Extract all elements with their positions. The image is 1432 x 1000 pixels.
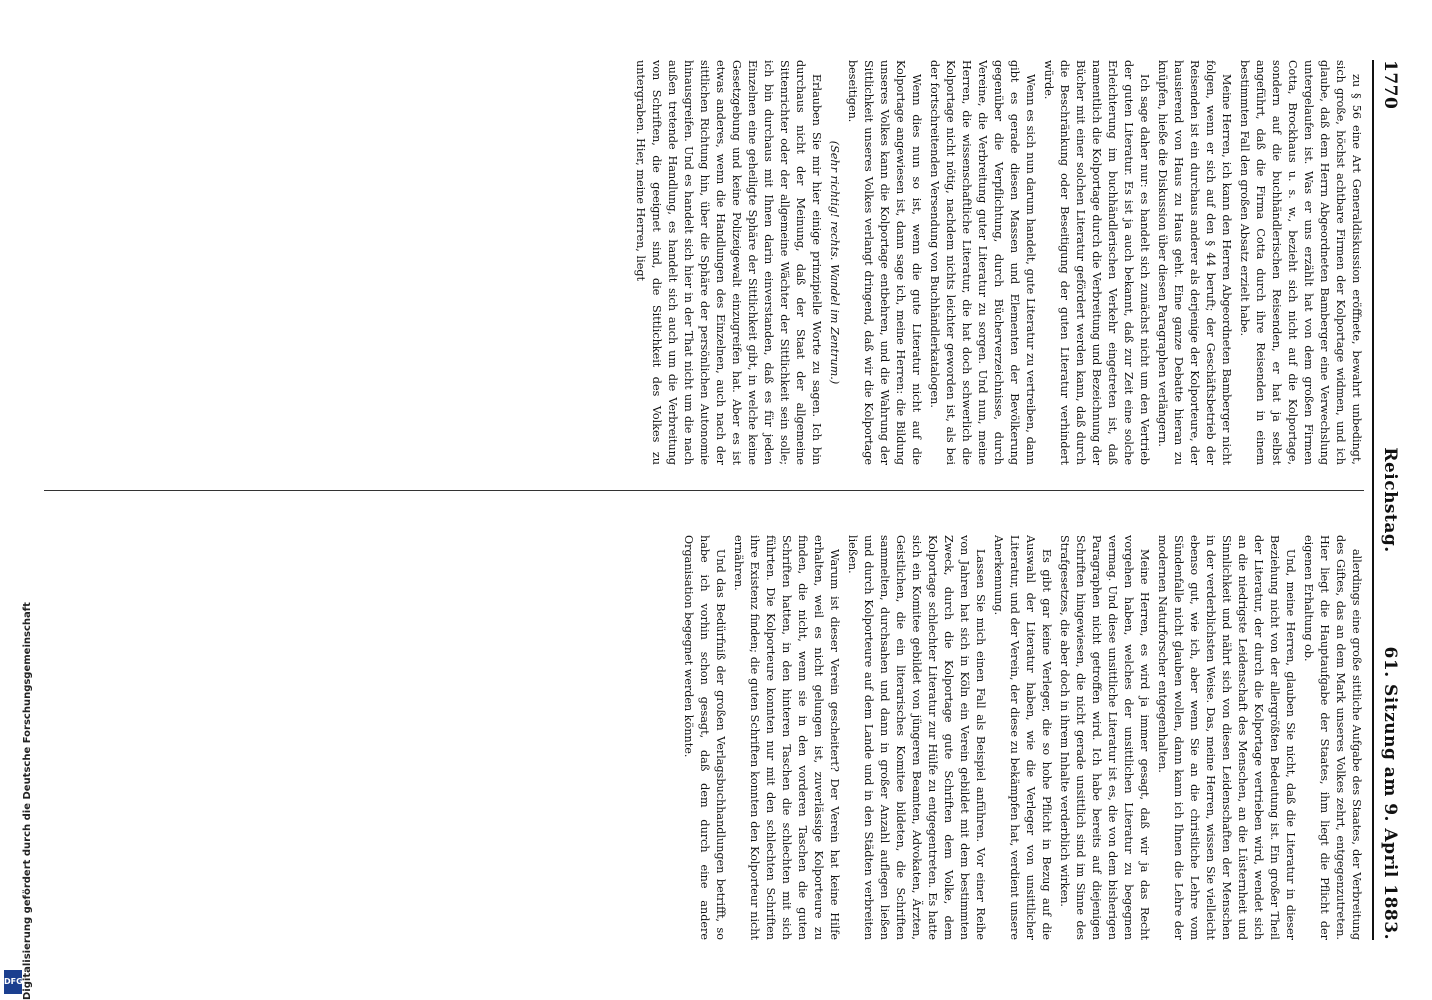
paragraph: Lassen Sie mich einen Fall als Beispiel anführen. Vor einer Reihe von Jahren hat sich in Köln ein Verein gebildet mit dem bestimmten Zweck, durch die Kolportage gute Schriften dem Volke, dem Kolportage schlechter Literatur zur Hülfe zu entgegentreten. Es hatte sich ein Komitee gebildet von jüngeren Beamten, Advokaten, Ärzten, Geistlichen, die ein literarisches Komitee bildeten, die Schriften sammelten, durchsahen und dann in großer Anzahl auflegen ließen und durch Kolporteure auf dem Lande und in den Städten verbreiten ließen. bbox=[846, 535, 987, 940]
paragraph: Warum ist dieser Verein gescheitert? Der Verein hat keine Hilfe erhalten, weil es nicht gelungen ist, zuverlässige Kolporteure zu finden, die nicht, wenn sie in den vorderen Taschen die guten Schriften hatten, in den hinteren Taschen die schlechten mit sich führten. Die Kolporteure konnten nur mit den schlechten Schriften ihre Existenz finden; die guten Schriften konnten den Kolporteur nicht ernähren. bbox=[732, 535, 841, 940]
funding-footer bbox=[8, 520, 33, 1000]
text-column-left bbox=[34, 60, 1364, 465]
page-title: Reichstag. bbox=[1380, 447, 1400, 553]
session-label: 61. Sitzung am 9. April 1883. bbox=[1380, 646, 1400, 940]
column-divider bbox=[44, 490, 1364, 491]
funding-note: Digitalisierung gefördert durch die Deutsche Forschungsgemeinschaft bbox=[22, 602, 33, 1000]
paragraph: allerdings eine große sittliche Aufgabe des Staates, der Verbreitung des Giftes, das an dem Mark unseres Volkes zehrt, entgegenzutreten. Hier liegt die Hauptaufgabe der Staates, ihm liegt die Pflicht der eigenen Erhaltung ob. bbox=[1302, 535, 1363, 940]
page-header bbox=[1372, 60, 1402, 940]
paragraph: Es gibt gar keine Verleger, die so hohe Pflicht in Bezug auf die Auswahl der Literatur haben, wie die Verleger von unsittlicher Literatur, und der Verein, der diese zu bekämpfen hat, verdient unsere Anerkennung. bbox=[992, 535, 1053, 940]
text-column-right bbox=[34, 535, 1364, 940]
paragraph: Meine Herren, ich kann den Herren Abgeordneten Bamberger nicht folgen, wenn er sich auf den § 44 beruft; der Geschäftsbetrieb der Reisenden ist ein durchaus anderer als derjenige der Kolporteure, der hausierend von Haus zu Haus geht. Eine ganze Debatte hieran zu knüpfen, hieße die Diskussion über diesen Paragraphen verlängern. bbox=[1156, 60, 1233, 465]
interjection: (Sehr richtig! rechts. Wandel im Zentrum.) bbox=[828, 140, 841, 385]
paragraph: zu § 56 eine Art Generaldiskussion eröffnete, bewahrt unbedingt, sich große, höchst achtbare Firmen der Kolportage widmen, und ich glaube, daß dem Herrn Abgeordneten Bamberger eine Verwechslung untergelaufen ist. Was er uns erzählt hat von dem großen Firmen Cotta, Brockhaus u. s. w., bezieht sich nicht auf die Kolportage, sondern auf die buchhändlerischen Reisenden, er hat ja selbst angeführt, daß die Firma Cotta durch ihre Reisenden in einem bestimmten Fall den großen Absatz erzielt habe. bbox=[1238, 60, 1363, 465]
paragraph: Wenn dies nun so ist, wenn die gute Literatur nicht auf die Kolportage angewiesen ist, dann sage ich, meine Herren: die Bildung unseres Volkes kann die Kolportage entbehren, und die Wahrung der Sittlichkeit unseres Volkes verlangt dringend, daß wir die Kolportage beseitigen. bbox=[846, 60, 923, 465]
paragraph: Meine Herren, es wird ja immer gesagt, daß wir ja das Recht vorgehen haben, welches der unsittlichen Literatur zu begegnen vermag. Und diese unsittliche Literatur ist es, die von dem bisherigen Paragraphen nicht getroffen wird. Ich habe bereits auf diejenigen Schriften hingewiesen, die nicht gerade unsittlich sind im Sinne des Strafgesetzes, die aber doch in ihrem Inhalte verderblich wirken. bbox=[1058, 535, 1151, 940]
paragraph: Wenn es sich nun darum handelt, gute Literatur zu vertreiben, dann gibt es gerade diesen Massen und Elementen der Bevölkerung gegenüber die Verpflichtung, durch Bücherverzeichnisse, durch Vereine, die Verbreitung guter Literatur zu sorgen. Und nun, meine Herren, die wissenschaftliche Literatur, die hat doch schwerlich die Kolportage nicht nötig, nachdem nichts leichter geworden ist, als bei der fortschreitenden Versendung von Buchhändlerkatalogen. bbox=[928, 60, 1037, 465]
page-number: 1770 bbox=[1380, 60, 1400, 110]
paragraph: Und, meine Herren, glauben Sie nicht, daß die Literatur in dieser Beziehung nicht von der allergrößten Bedeutung ist. Ein großer Theil der Literatur, der durch die Kolportage vertrieben wird, wendet sich an die niedrigste Leidenschaft des Menschen, an die Lüsternheit und Sinnlichkeit und nährt sich von diesen Leidenschaften der Menschen in der verderblichsten Weise. Das, meine Herren, wissen Sie vielleicht ebenso gut, wie ich, aber wenn Sie an die christliche Lehre vom Sündenfalle nicht glauben wollen, dann kann ich Ihnen die Lehre der modernen Naturforscher entgegenhalten. bbox=[1156, 535, 1297, 940]
dfg-logo-icon: DFG bbox=[4, 970, 22, 994]
paragraph: Ich sage daher nur: es handelt sich zunächst nicht um den Vertrieb der guten Literatur. Es ist ja auch bekannt, daß zur Zeit eine solche Erleichterung im buchhändlerischen Verkehr eingetreten ist, daß namentlich die Kolportage durch die Verbreitung und Bezeichnung der Bücher mit einer solchen Literatur gefördert werden kann, daß durch die Beschränkung oder Beseitigung der guten Literatur verhindert würde. bbox=[1042, 60, 1151, 465]
paragraph: Und das Bedürfniß der großen Verlagsbuchhandlungen betrifft, so habe ich vorhin schon gesagt, daß dem durch eine andere Organisation begegnet werden könnte. bbox=[682, 535, 727, 940]
paragraph: Erlauben Sie mir hier einige prinzipielle Worte zu sagen. Ich bin durchaus nicht der Meinung, daß der Staat der allgemeine Sittenrichter oder der allgemeine Wächter der Sittlichkeit sein solle; ich bin durchaus mit Ihnen darin einverstanden, daß es für jeden Einzelnen eine geheiligte Sphäre der Sittlichkeit gibt, in welche keine Gesetzgebung und keine Polizeigewalt einzugreifen hat. Aber es ist etwas anderes, wenn die Handlungen des Einzelnen, auch nach der sittlichen Richtung hin, über die Sphäre der persönlichen Autonomie hinausgreifen. Und es handelt sich hier in der That nicht um die nach außen tretende Handlung, es handelt sich auch um die Verbreitung von Schriften, die geeignet sind, die Sittlichkeit des Volkes zu untergraben. Hier, meine Herren, liegt bbox=[634, 60, 823, 465]
